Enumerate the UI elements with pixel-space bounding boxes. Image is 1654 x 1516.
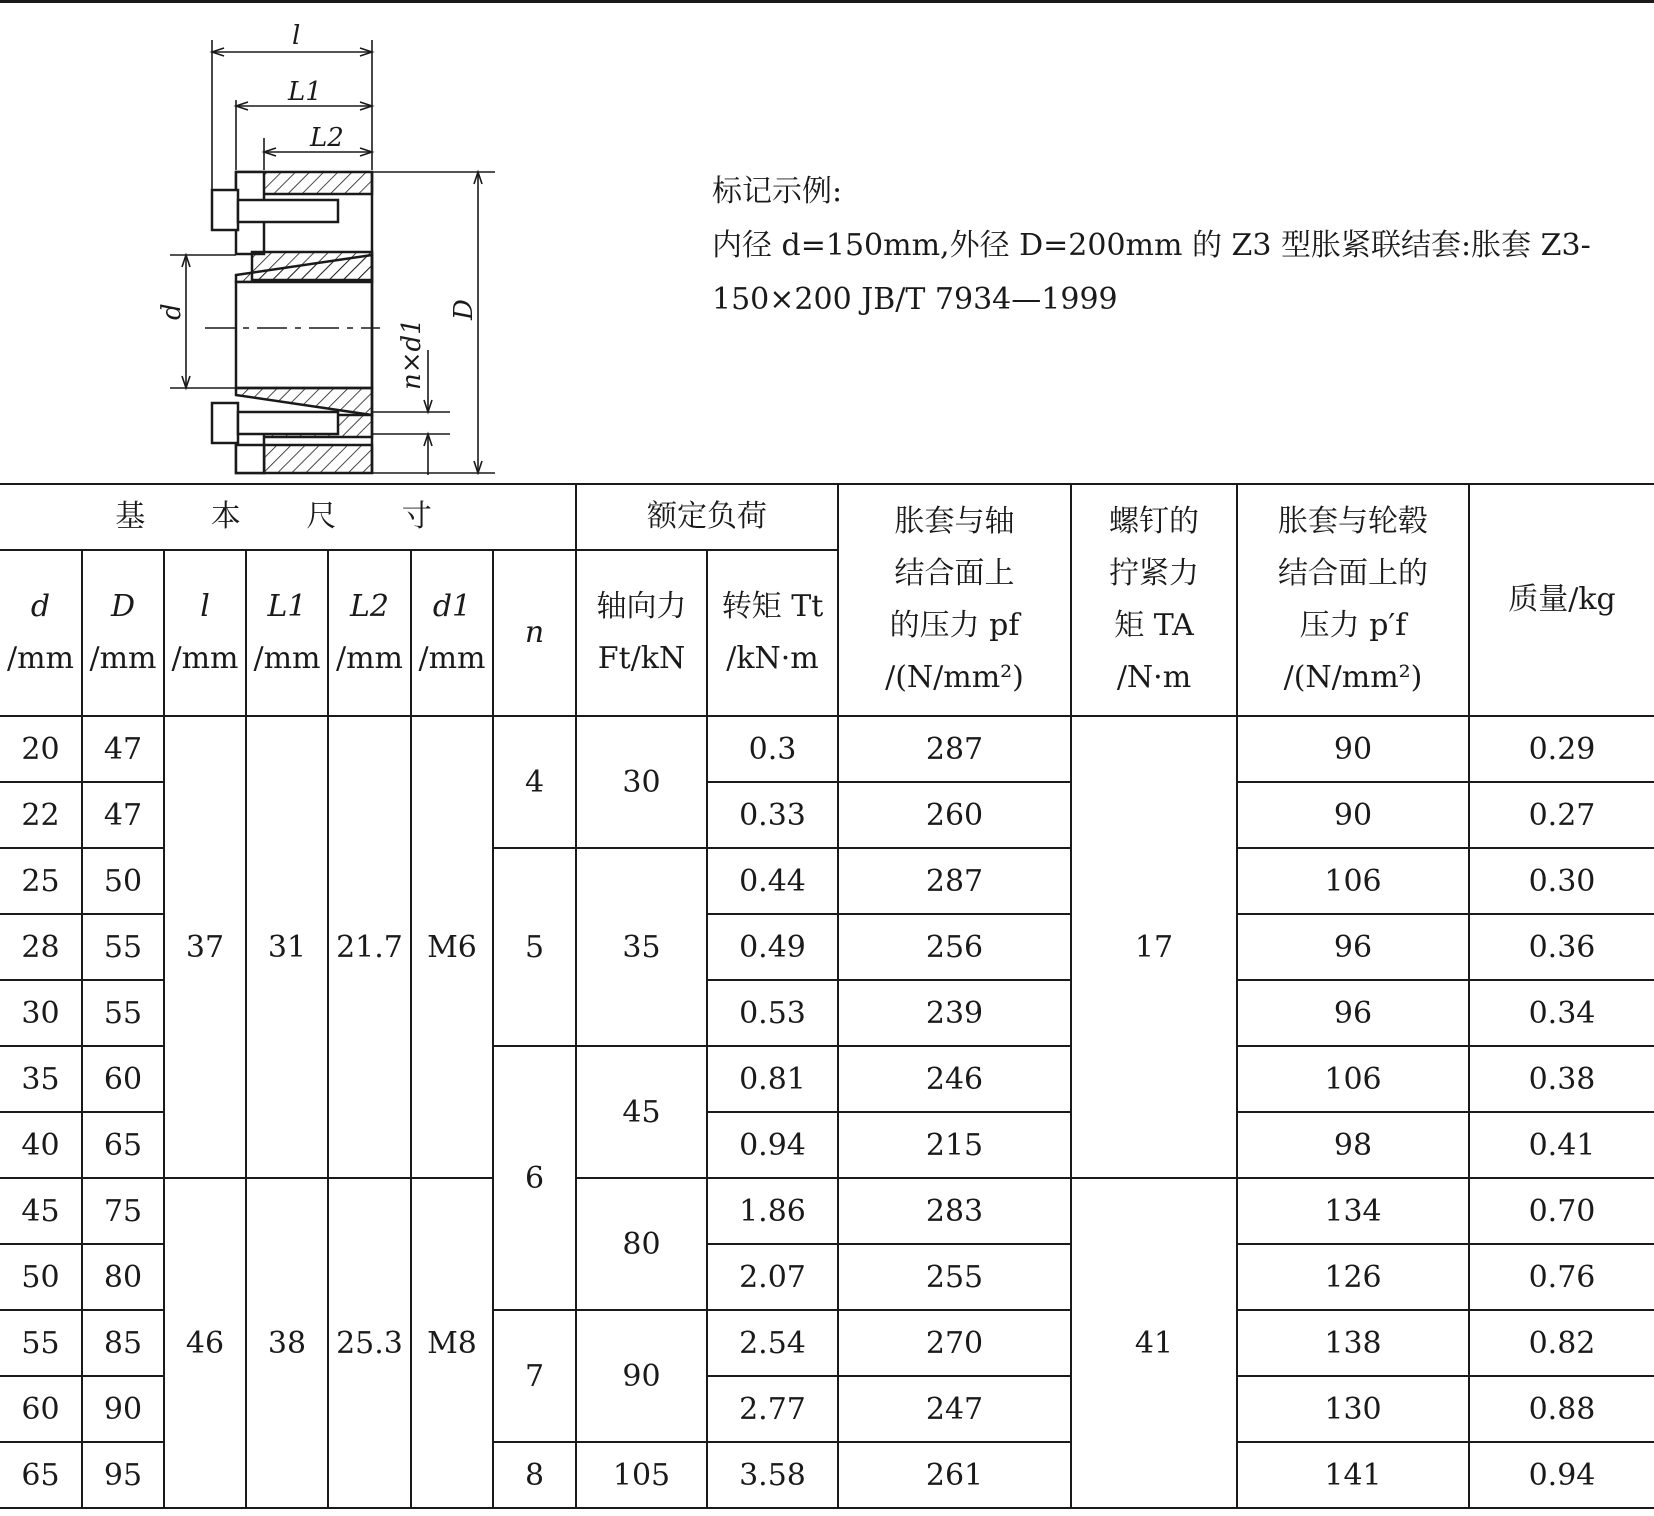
- expansion-sleeve-drawing: [150, 20, 510, 475]
- cell-pf: 270: [838, 1310, 1071, 1376]
- cell-tt: 3.58: [707, 1442, 838, 1508]
- cell-D: 85: [82, 1310, 164, 1376]
- cell-pf: 239: [838, 980, 1071, 1046]
- cell-tt: 0.49: [707, 914, 838, 980]
- cell-mass: 0.41: [1469, 1112, 1654, 1178]
- header-pf-hub: 胀套与轮毂 结合面上的 压力 p′f /(N/mm²): [1237, 484, 1469, 716]
- cell-L2: 21.7: [328, 716, 411, 1178]
- header-rated-load: 额定负荷: [576, 484, 838, 550]
- cell-d: 45: [0, 1178, 82, 1244]
- table-row: [0, 1178, 1654, 1244]
- outline-group: [212, 172, 372, 473]
- dim-d-label: d: [157, 303, 187, 320]
- header-basic-dims: 基 本 尺 寸: [0, 484, 576, 550]
- header-mass: 质量/kg: [1469, 484, 1654, 716]
- cell-n: 7: [493, 1310, 576, 1442]
- cell-d: 22: [0, 782, 82, 848]
- cell-pf-hub: 98: [1237, 1112, 1469, 1178]
- cell-d: 60: [0, 1376, 82, 1442]
- cell-ft: 80: [576, 1178, 707, 1310]
- section-drawing-svg: [150, 20, 510, 475]
- dim-L1-label: L1: [288, 77, 322, 107]
- cell-d1: M6: [411, 716, 493, 1178]
- header-n: n: [493, 550, 576, 716]
- cell-mass: 0.34: [1469, 980, 1654, 1046]
- cell-D: 60: [82, 1046, 164, 1112]
- cell-n: 5: [493, 848, 576, 1046]
- header-d: d /mm: [0, 550, 82, 716]
- cell-pf-hub: 141: [1237, 1442, 1469, 1508]
- cell-pf-hub: 126: [1237, 1244, 1469, 1310]
- top-rule: [0, 0, 1654, 3]
- cell-l: 37: [164, 716, 246, 1178]
- cell-mass: 0.88: [1469, 1376, 1654, 1442]
- example-title: 标记示例:: [712, 174, 843, 209]
- cell-pf: 256: [838, 914, 1071, 980]
- example-line-1: 内径 d=150mm,外径 D=200mm 的 Z3 型胀紧联结套:胀套 Z3-: [712, 228, 1591, 263]
- cell-ft: 45: [576, 1046, 707, 1178]
- cell-pf: 215: [838, 1112, 1071, 1178]
- cell-tt: 0.44: [707, 848, 838, 914]
- cell-mass: 0.76: [1469, 1244, 1654, 1310]
- cell-tt: 0.3: [707, 716, 838, 782]
- header-row-1: [0, 484, 1654, 550]
- cell-ta: 17: [1071, 716, 1237, 1178]
- cell-D: 95: [82, 1442, 164, 1508]
- cell-D: 55: [82, 980, 164, 1046]
- cell-d: 28: [0, 914, 82, 980]
- cell-D: 90: [82, 1376, 164, 1442]
- cell-d: 65: [0, 1442, 82, 1508]
- cell-mass: 0.29: [1469, 716, 1654, 782]
- cell-pf-hub: 106: [1237, 1046, 1469, 1112]
- cell-pf-hub: 96: [1237, 980, 1469, 1046]
- cell-pf: 246: [838, 1046, 1071, 1112]
- cell-L1: 31: [246, 716, 328, 1178]
- cell-n: 8: [493, 1442, 576, 1508]
- table-row: [0, 716, 1654, 782]
- cell-D: 50: [82, 848, 164, 914]
- cell-d: 35: [0, 1046, 82, 1112]
- cell-D: 47: [82, 782, 164, 848]
- header-ft: 轴向力 Ft/kN: [576, 550, 707, 716]
- cell-mass: 0.82: [1469, 1310, 1654, 1376]
- header-ta: 螺钉的 拧紧力 矩 TA /N·m: [1071, 484, 1237, 716]
- cell-pf-hub: 130: [1237, 1376, 1469, 1442]
- cell-d: 40: [0, 1112, 82, 1178]
- cell-n: 6: [493, 1046, 576, 1310]
- spec-table: [0, 483, 1654, 1509]
- dim-D-label: D: [449, 299, 479, 320]
- dim-l-label: l: [292, 21, 301, 51]
- cell-d: 55: [0, 1310, 82, 1376]
- header-L2: L2 /mm: [328, 550, 411, 716]
- cell-ta: 41: [1071, 1178, 1237, 1508]
- cell-d: 20: [0, 716, 82, 782]
- cell-pf: 287: [838, 848, 1071, 914]
- cell-L1: 38: [246, 1178, 328, 1508]
- cell-tt: 0.81: [707, 1046, 838, 1112]
- header-pf: 胀套与轴 结合面上 的压力 pf /(N/mm²): [838, 484, 1071, 716]
- cell-tt: 1.86: [707, 1178, 838, 1244]
- cell-n: 4: [493, 716, 576, 848]
- cell-tt: 0.33: [707, 782, 838, 848]
- cell-pf-hub: 138: [1237, 1310, 1469, 1376]
- dim-nd1-label: n×d1: [397, 318, 427, 390]
- header-l: l /mm: [164, 550, 246, 716]
- cell-mass: 0.94: [1469, 1442, 1654, 1508]
- cell-pf: 247: [838, 1376, 1071, 1442]
- cell-pf: 260: [838, 782, 1071, 848]
- cell-D: 65: [82, 1112, 164, 1178]
- header-D: D /mm: [82, 550, 164, 716]
- cell-D: 75: [82, 1178, 164, 1244]
- cell-tt: 0.94: [707, 1112, 838, 1178]
- cell-D: 47: [82, 716, 164, 782]
- cell-d: 25: [0, 848, 82, 914]
- cell-d: 50: [0, 1244, 82, 1310]
- cell-D: 80: [82, 1244, 164, 1310]
- cell-tt: 2.54: [707, 1310, 838, 1376]
- cell-ft: 30: [576, 716, 707, 848]
- cell-d: 30: [0, 980, 82, 1046]
- cell-pf: 261: [838, 1442, 1071, 1508]
- cell-mass: 0.36: [1469, 914, 1654, 980]
- cell-d1: M8: [411, 1178, 493, 1508]
- dim-L2-label: L2: [310, 123, 344, 153]
- cell-ft: 90: [576, 1310, 707, 1442]
- cell-tt: 2.77: [707, 1376, 838, 1442]
- example-line-2: 150×200 JB/T 7934—1999: [712, 282, 1118, 317]
- header-tt: 转矩 Tt /kN·m: [707, 550, 838, 716]
- cell-ft: 35: [576, 848, 707, 1046]
- cell-pf: 255: [838, 1244, 1071, 1310]
- header-L1: L1 /mm: [246, 550, 328, 716]
- cell-pf: 287: [838, 716, 1071, 782]
- cell-pf-hub: 106: [1237, 848, 1469, 914]
- cell-pf: 283: [838, 1178, 1071, 1244]
- marking-example: [712, 165, 1612, 327]
- cell-pf-hub: 134: [1237, 1178, 1469, 1244]
- cell-l: 46: [164, 1178, 246, 1508]
- cell-tt: 0.53: [707, 980, 838, 1046]
- cell-mass: 0.70: [1469, 1178, 1654, 1244]
- cell-mass: 0.27: [1469, 782, 1654, 848]
- cell-pf-hub: 96: [1237, 914, 1469, 980]
- cell-pf-hub: 90: [1237, 782, 1469, 848]
- cell-ft: 105: [576, 1442, 707, 1508]
- cell-D: 55: [82, 914, 164, 980]
- cell-pf-hub: 90: [1237, 716, 1469, 782]
- cell-mass: 0.30: [1469, 848, 1654, 914]
- cell-mass: 0.38: [1469, 1046, 1654, 1112]
- cell-tt: 2.07: [707, 1244, 838, 1310]
- header-d1: d1 /mm: [411, 550, 493, 716]
- cell-L2: 25.3: [328, 1178, 411, 1508]
